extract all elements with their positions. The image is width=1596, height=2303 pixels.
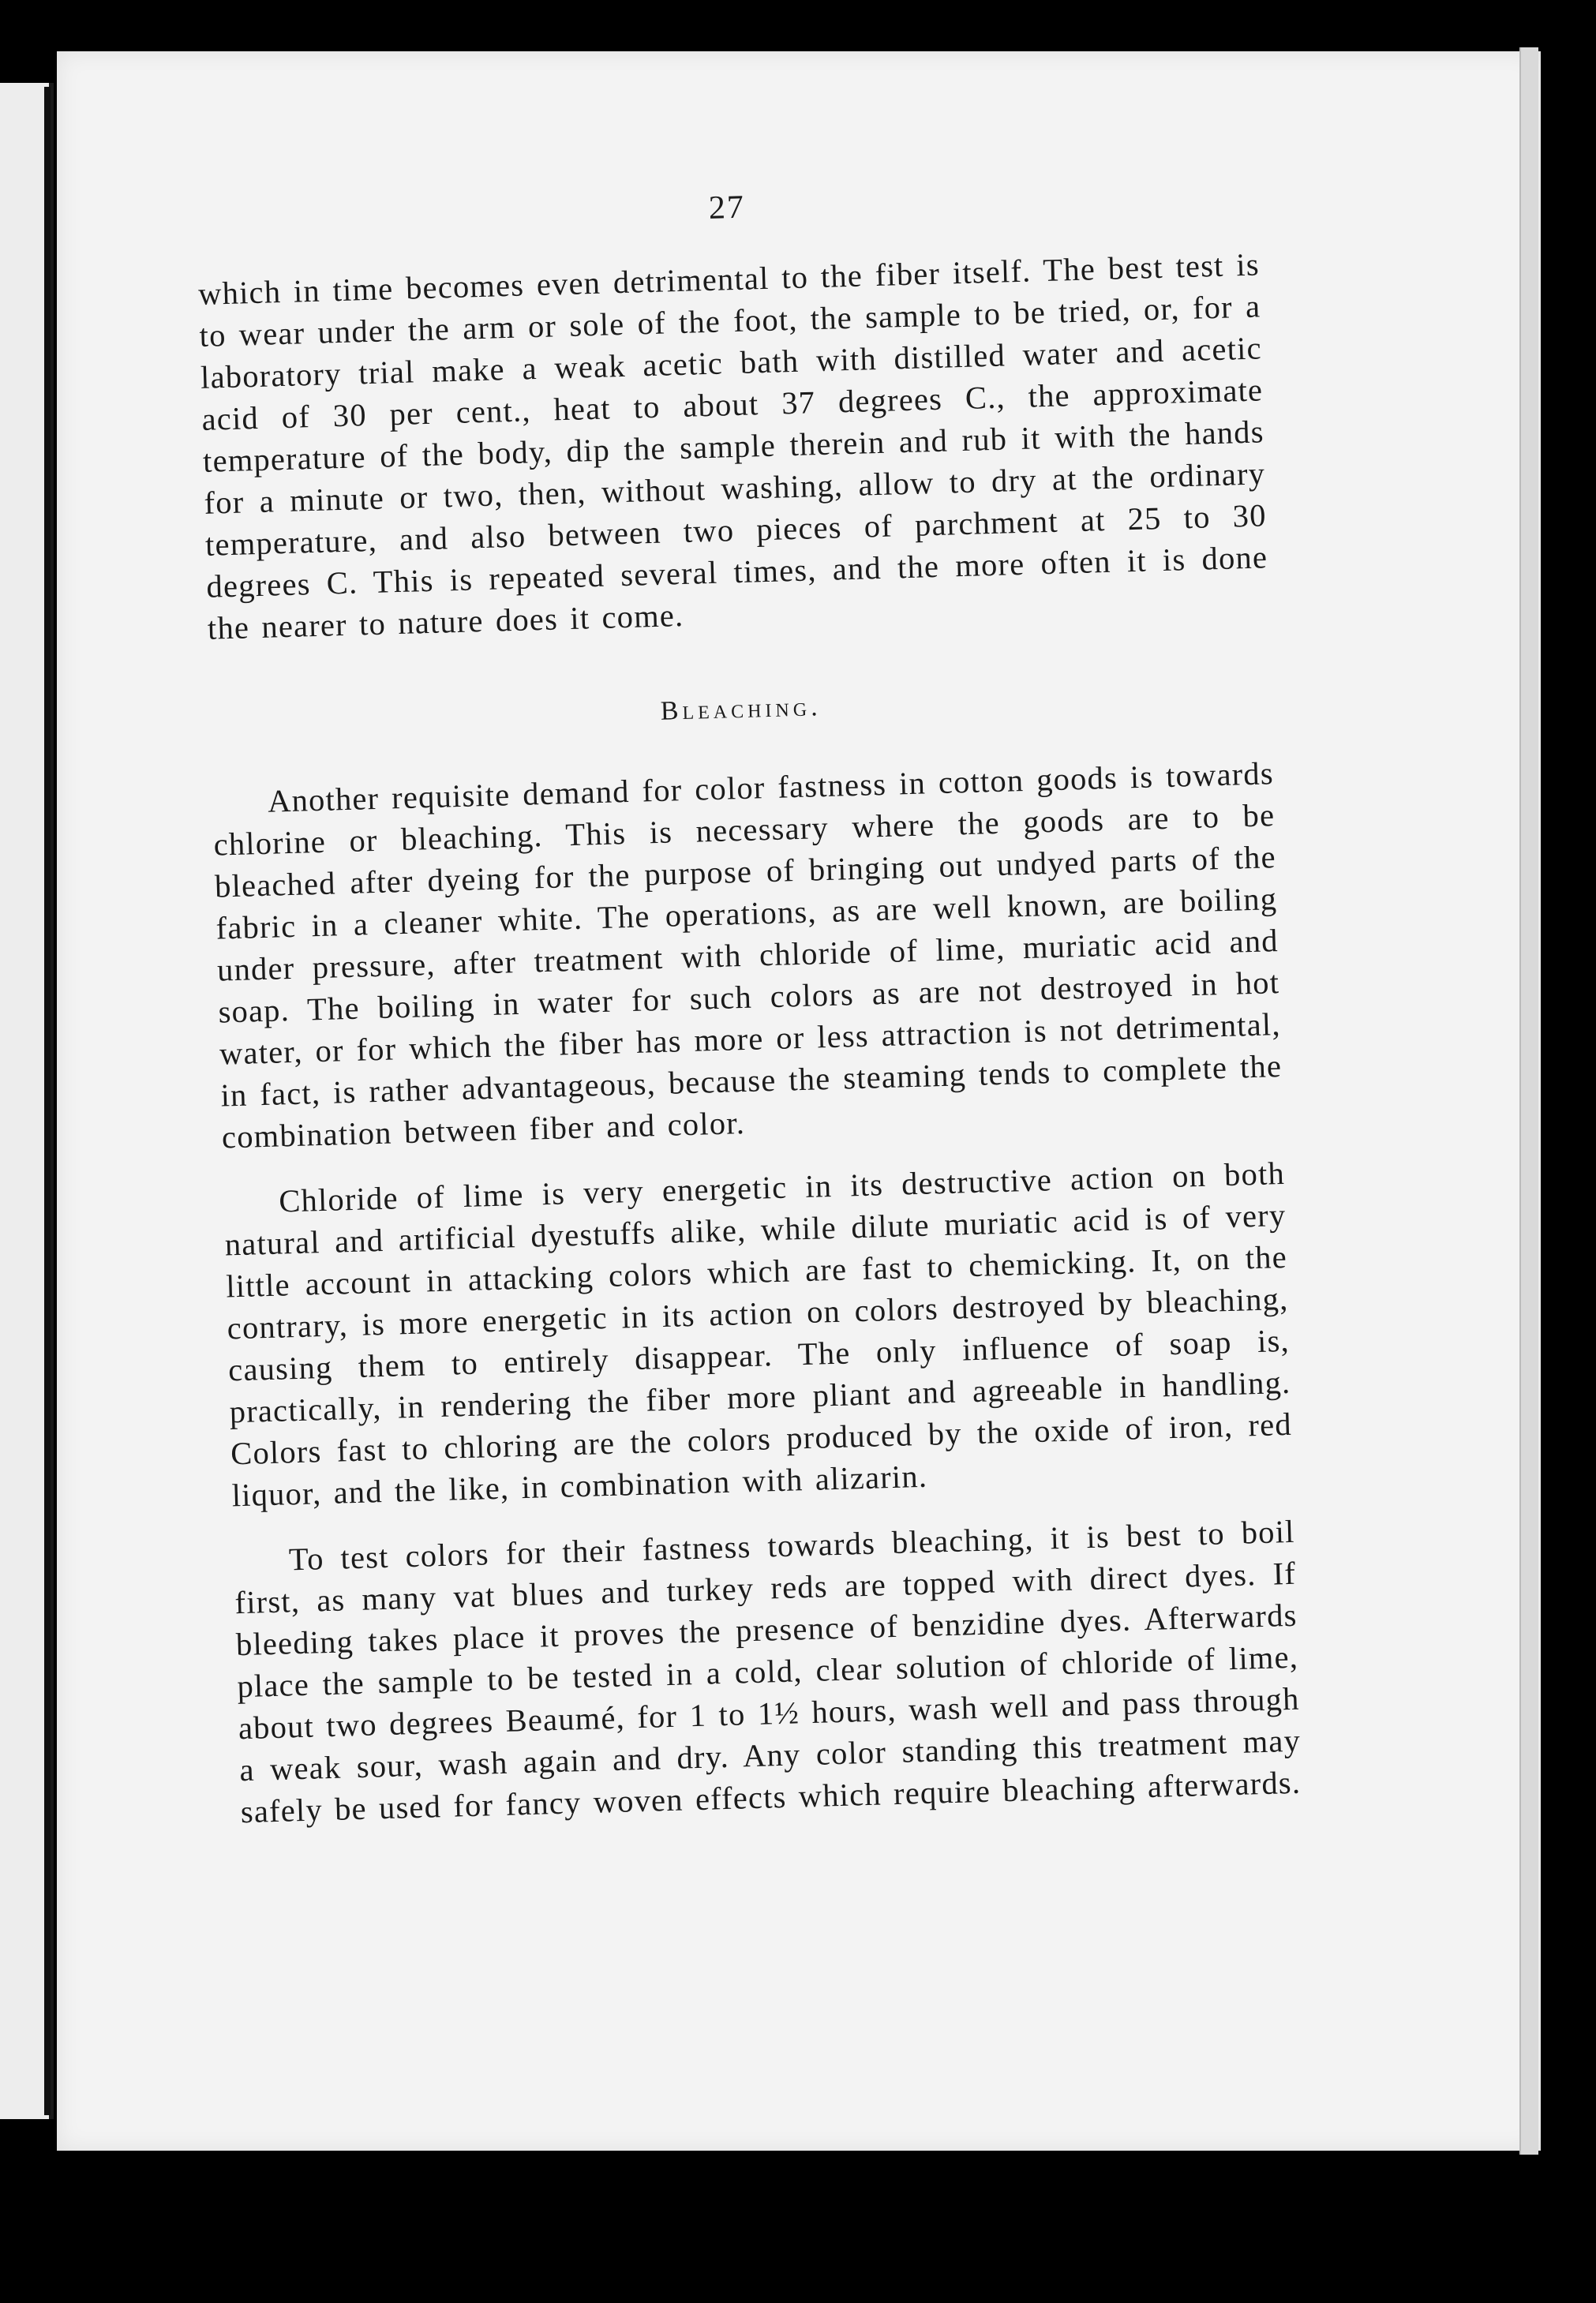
paragraph-continued: which in time becomes even detrimental to the fiber itself. The best test is to wear under the arm or sole of the foot, the sample to be tried, or, for a laboratory trial make a weak acetic bath with distilled water and acetic acid of 30 per cent., heat to about 37 degrees C., the approximate temperature of the body, dip the sample therein and rub it with the hands for a minute or two, then, without washing, allow to dry at the ordinary temperature, and also between two pieces of parchment at 25 to 30 degrees C. This is repeated several times, and the more often it is done the nearer to nature does it come. xyxy=(197,246,1268,646)
page-content xyxy=(196,174,1302,1833)
paragraph-3: To test colors for their fastness towards bleaching, it is best to boil first, as many vat blues and turkey reds are topped with direct dyes. If bleeding takes place it proves the presence of benzidine dyes. Afterwards place the sample to be tested in a cold, clear solution of chloride of lime, about two degrees Beaumé, for 1 to 1½ hours, wash well and pass through a weak sour, wash again and dry. Any color standing this treatment may safely be used for fancy woven effects which require bleaching afterwards. xyxy=(234,1513,1302,1830)
page-number: 27 xyxy=(708,189,746,227)
section-heading: Bleaching. xyxy=(660,692,822,726)
paragraph-1: Another requisite demand for color fastness in cotton goods is towards chlorine or bleaching. This is necessary where the goods are to be bleached after dyeing for the purpose of bringing out undyed parts of the fabric in a cleaner white. The operations, as are well known, are boiling under pressure, after treatment with chloride of lime, muriatic acid and soap. The boiling in water for such colors as are not destroyed in hot water, or for which the fiber has more or less attraction is not detrimental, in fact, is rather advantageous, because the steaming tends to complete the combination between fiber and color. xyxy=(213,755,1283,1155)
paragraph-2: Chloride of lime is very energetic in its destructive action on both natural and artificial dyestuffs alike, while dilute muriatic acid is of very little account in attacking colors which are fast to chemicking. It, on the contrary, is more energetic in its action on colors destroyed by bleaching, causing them to entirely disappear. The only influence of soap is, practically, in rendering the fiber more pliant and agreeable in handling. Colors fast to chloring are the colors produced by the oxide of iron, red liquor, and the like, in combination with alizarin. xyxy=(224,1155,1293,1514)
book-spine xyxy=(44,87,51,2115)
page-edge-stack xyxy=(1519,47,1538,2155)
